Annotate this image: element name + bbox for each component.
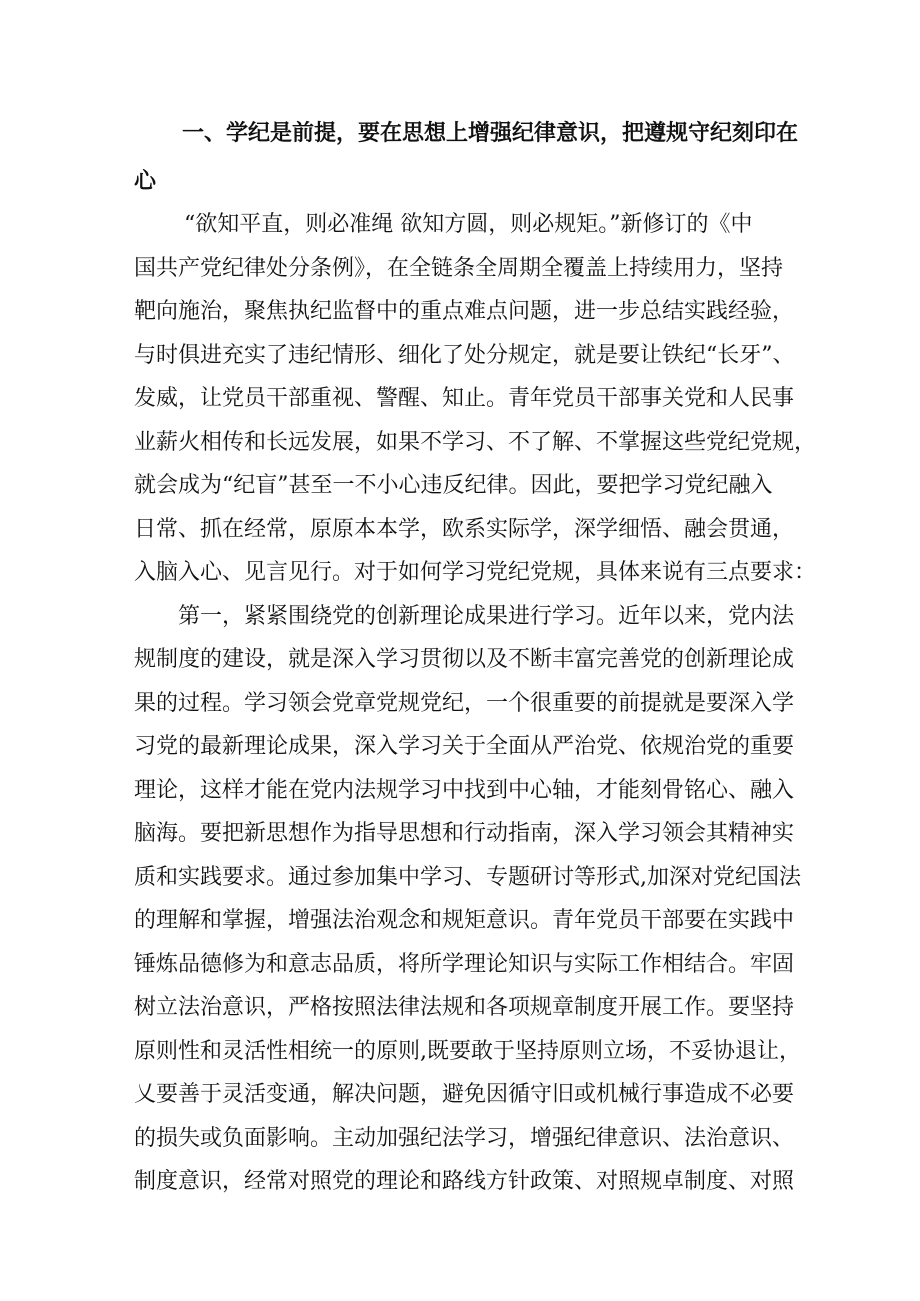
section-heading-line-2: 心 <box>134 168 157 194</box>
paragraph-1-line-6: 业薪火相传和长远发展，如果不学习、不了解、不掌握这些党纪党规， <box>134 430 817 455</box>
paragraph-2-line-6: 脑海。要把新思想作为指导思想和行动指南，深入学习领会其精神实 <box>134 821 795 846</box>
paragraph-2-line-11: 原则性和灵活性相统一的原则,既要敢于坚持原则立场，不妥协退让， <box>134 1039 801 1064</box>
paragraph-2-line-10: 树立法治意识，严格按照法律法规和各项规章制度开展工作。要坚持 <box>134 995 795 1020</box>
paragraph-2-line-9: 锤炼品德修为和意志品质，将所学理论知识与实际工作相结合。牢固 <box>134 952 795 977</box>
paragraph-2-line-4: 习党的最新理论成果，深入学习关于全面从严治党、依规治党的重要 <box>134 734 795 759</box>
paragraph-2-line-5: 理论，这样才能在党内法规学习中找到中心轴，才能刻骨铭心、融入 <box>134 778 795 803</box>
paragraph-1-line-7: 就会成为“纪盲”甚至一不小心违反纪律。因此，要把学习党纪融入 <box>134 473 773 498</box>
paragraph-2-line-2: 规制度的建设，就是深入学习贯彻以及不断丰富完善党的创新理论成 <box>134 647 795 672</box>
paragraph-2-line-3: 果的过程。学习领会党章党规党纪，一个很重要的前提就是要深入学 <box>134 691 795 716</box>
paragraph-2-line-1: 第一，紧紧围绕党的创新理论成果进行学习。近年以来，党内法 <box>178 604 795 629</box>
paragraph-1-line-9: 入脑入心、见言见行。对于如何学习党纪党规，具体来说有三点要求： <box>134 560 817 585</box>
paragraph-2-line-8: 的理解和掌握，增强法治观念和规矩意识。青年党员干部要在实践中 <box>134 908 795 933</box>
paragraph-1-line-2: 国共产党纪律处分条例》，在全链条全周期全覆盖上持续用力，坚持 <box>134 256 784 281</box>
paragraph-2-line-12: 乂要善于灵活变通，解决问题，避免因循守旧或机械行事造成不必要 <box>134 1082 795 1107</box>
section-heading-line-1: 一、学纪是前提，要在思想上增强纪律意识，把遵规守纪刻印在 <box>182 120 799 146</box>
paragraph-2-line-13: 的损失或负面影响。主动加强纪法学习，增强纪律意识、法治意识、 <box>134 1126 795 1151</box>
paragraph-1-line-4: 与时俱进充实了违纪情形、细化了处分规定，就是要让铁纪“长牙”、 <box>134 343 795 368</box>
paragraph-2-line-14: 制度意识，经常对照党的理论和路线方针政策、对照规卓制度、对照 <box>134 1169 795 1194</box>
paragraph-1-line-1: “欲知平直，则必准绳 欲知方圆，则必规矩。”新修订的《中 <box>184 212 753 237</box>
paragraph-1-line-3: 靶向施治，聚焦执纪监督中的重点难点问题，进一步总结实践经验， <box>134 299 795 324</box>
paragraph-2-line-7: 质和实践要求。通过参加集中学习、专题研讨等形式,加深对党纪国法 <box>134 865 801 890</box>
paragraph-1-line-8: 日常、抓在经常，原原本本学，欧系实际学，深学细悟、融会贯通， <box>134 517 795 542</box>
paragraph-1-line-5: 发威，让党员干部重视、警醒、知止。青年党员干部事关党和人民事 <box>134 386 795 411</box>
